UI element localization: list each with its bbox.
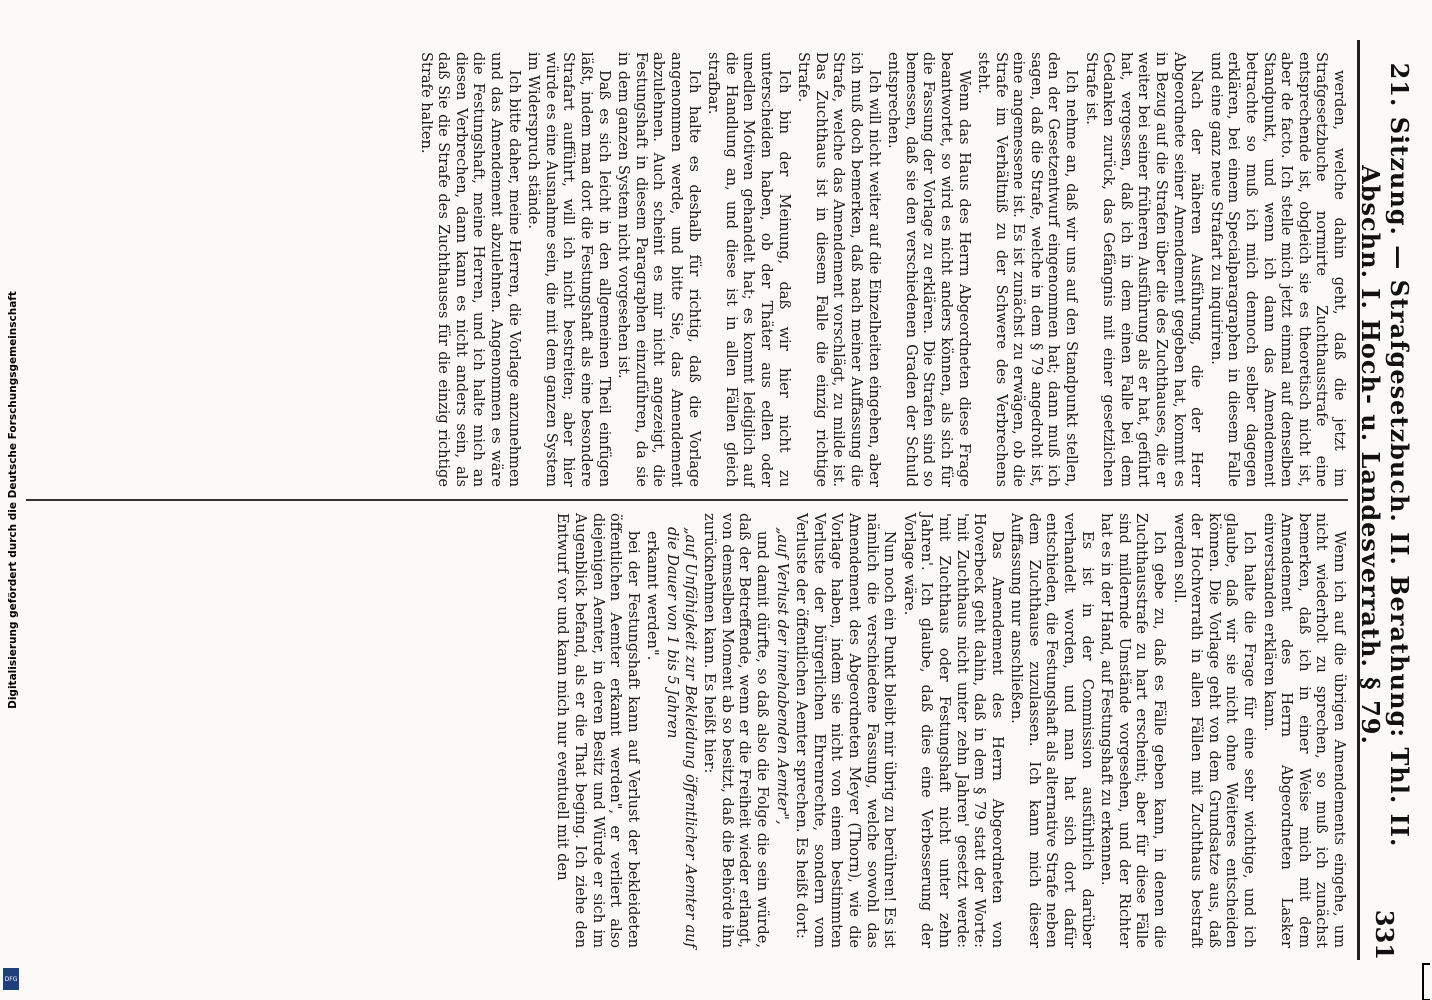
paragraph: Es ist in der Commission ausführlich darüber verhandelt worden, und man hat sich dort dafür entschieden, die Festungshaft als alternative Strafe neben dem Zuchthause zuzulassen. Ich kann mich dieser Auffassung nur anschließen. <box>1008 513 1096 948</box>
digitization-credit-text: Digitalisierung gefördert durch die Deutsche Forschungsgemeinschaft <box>7 291 20 709</box>
paragraph: Ich bin der Meinung, daß wir hier nicht zu unterscheiden haben, ob der Thäter aus edlen oder unedlen Motiven gehandelt hat; es kommt lediglich auf die Handlung an, und diese ist in allen Fällen gleich strafbar. <box>705 52 793 487</box>
paragraph: Wenn das Haus des Herrn Abgeordneten diese Frage beantwortet, so wird es nicht anders können, als sich für die Fassung der Vorlage zu erklären. Die Strafen sind so bemessen, daß sie den verschiedenen Graden der Schuld entsprechen. <box>885 52 973 487</box>
quotation: „auf Verlust der innehabenden Aemter", <box>773 527 791 825</box>
paragraph: und damit dürfte, so daß also die Folge die sein würde, daß der Betreffende, wenn er die Freiheit wieder erlangt, von demselben Moment ab so besitzt, daß die Behörde ihn zurücknehmen kann. Es heißt hier: <box>701 513 771 948</box>
paragraph: Nach der näheren Ausführung, die der Herr Abgeordnete seiner Amendement gegeben hat, kommt es in Bezug auf die Strafen über die des Zuchthauses, die er weiter bei seiner früheren Ausführung als er hat, geführt hat, vergessen, daß ich in dem einen Falle bei dem Gedanken zurück, das Gefängnis mit einer gesetzlichen Strafe ist. <box>1082 52 1206 487</box>
paragraph: Ich will nicht weiter auf die Einzelheiten eingehen, aber ich muß doch bemerken, daß nach meiner Auffassung die Strafe, welche das Amendement vorschlägt, zu milde ist. Das Zuchthaus ist in diesem Falle die einzig richtige Strafe. <box>795 52 883 487</box>
paragraph: Ich bitte daher, meine Herren, die Vorlage anzunehmen und das Amendement abzulehnen. Angenommen es wäre die Festungshaft, meine Herren, und ich halte mich an diesen Verbrechen, dann kann es nicht anders sein, als daß Sie die Strafe des Zuchthauses für die einzig richtige Strafe halten. <box>417 52 523 487</box>
running-header <box>1356 40 1414 960</box>
paragraph: Ich halte die Frage für eine sehr wichtige, und ich glaube, daß wir sie nicht ohne Weiteres entscheiden können. Die Vorlage geht von dem Grundsatze aus, daß der Hochverrath in allen Fällen mit Zuchthaus bestraft werden soll. <box>1170 513 1259 948</box>
paragraph: Wenn ich auf die übrigen Amendements eingehe, um nicht wiederholt zu sprechen, so muß ich zunächst bemerken, daß ich in einer Weise mich mit dem Amendement des Herrn Abgeordneten Lasker einverstanden erklären kann. <box>1260 513 1348 948</box>
left-column <box>26 40 1348 499</box>
paragraph: Nun noch ein Punkt bleibt mir übrig zu berühren! Es ist nämlich die verschiedene Fassung, welche sowohl das Amendement des Abgeordneten Meyer (Thorn), wie die Vorlage haben, indem sie nicht von einem bestimmten Verluste der bürgerlichen Ehrenrechte, sondern vom Verluste der öffentlichen Aemter sprechen. Es heißt dort: <box>793 513 899 948</box>
paragraph: Ich gebe zu, daß es Fälle geben kann, in denen die Zuchthausstrafe zu hart erscheint; aber für diese Fälle sind mildernde Umstände vorgesehen, und der Richter hat es in der Hand, auf Festungshaft zu erkennen. <box>1098 513 1169 948</box>
paragraph: Ich halte es deshalb für richtig, daß die Vorlage angenommen werde, und bitte Sie, das Amendement abzulehnen. Auch scheint es mir nicht angezeigt, die Festungshaft in diesem Paragraphen einzuführen, da sie in dem ganzen System nicht vorgesehen ist. <box>615 52 703 487</box>
page-number: 331 <box>1370 909 1400 960</box>
quotation: „auf Unfähigkeit zur Bekleidung öffentlicher Aemter auf die Dauer von 1 bis 5 Jahren <box>664 527 699 948</box>
header-title: 21. Sitzung. — Strafgesetzbuch. II. Berathung: Thl. II. Abschn. I. Hoch- u. Landesverrath. § 79. <box>1356 62 1414 848</box>
text-columns <box>26 40 1348 960</box>
paragraph: erkannt werden". <box>644 531 662 661</box>
paragraph: werden, welche dahin geht, daß die jetzt im Strafgesetzbuche normirte Zuchthausstrafe eine entsprechende ist, obgleich sie es theoretisch nicht ist, aber de facto. Ich stelle mich jetzt einmal auf denselben Standpunkt, und wenn ich dann das Amendement betrachte so muß ich mich dennoch selber dagegen erklären, bei einem Specialparagraphen in diesem Falle und eine ganz neue Strafart zu inquiriren. <box>1207 52 1348 487</box>
paragraph: Das Amendement des Herrn Abgeordneten von Hoverbeck geht dahin, daß in dem § 79 statt der Worte: 'mit Zuchthaus nicht unter zehn Jahren' gesetzt werde: 'mit Zuchthaus oder Festungshaft nicht unter zehn Jahren'. Ich glaube, daß dies eine Verbesserung der Vorlage wäre. <box>900 513 1006 948</box>
paragraph: Daß es sich leicht in den allgemeinen Theil einfügen läßt, indem man dort die Festungshaft als eine besondere Strafart aufführt, will ich nicht bestreiten; aber hier würde es eine Ausnahme sein, die mit dem ganzen System im Widerspruch stände. <box>525 52 613 487</box>
paragraph: Ich nehme an, daß wir uns auf den Standpunkt stellen, den der Gesetzentwurf eingenommen hat; dann muß ich sagen, daß die Strafe, welche in dem § 79 angedroht ist, eine angemessene ist. Es ist zunächst zu erwägen, ob die Strafe im Verhältniß zu der Schwere des Verbrechens steht. <box>975 52 1081 487</box>
paragraph: bei der Festungshaft kann auf Verlust der bekleideten öffentlichen Aemter erkannt werden", er verliert also diejenigen Aemter, in deren Besitz und Würde er sich im Augenblick befand, als er die That beging. Ich ziehe den Entwurf vor und kann mich nur eventuell mit den <box>554 513 642 948</box>
right-column <box>26 501 1348 960</box>
dfg-logo: DFG <box>3 968 19 990</box>
rotated-page <box>0 10 1432 990</box>
